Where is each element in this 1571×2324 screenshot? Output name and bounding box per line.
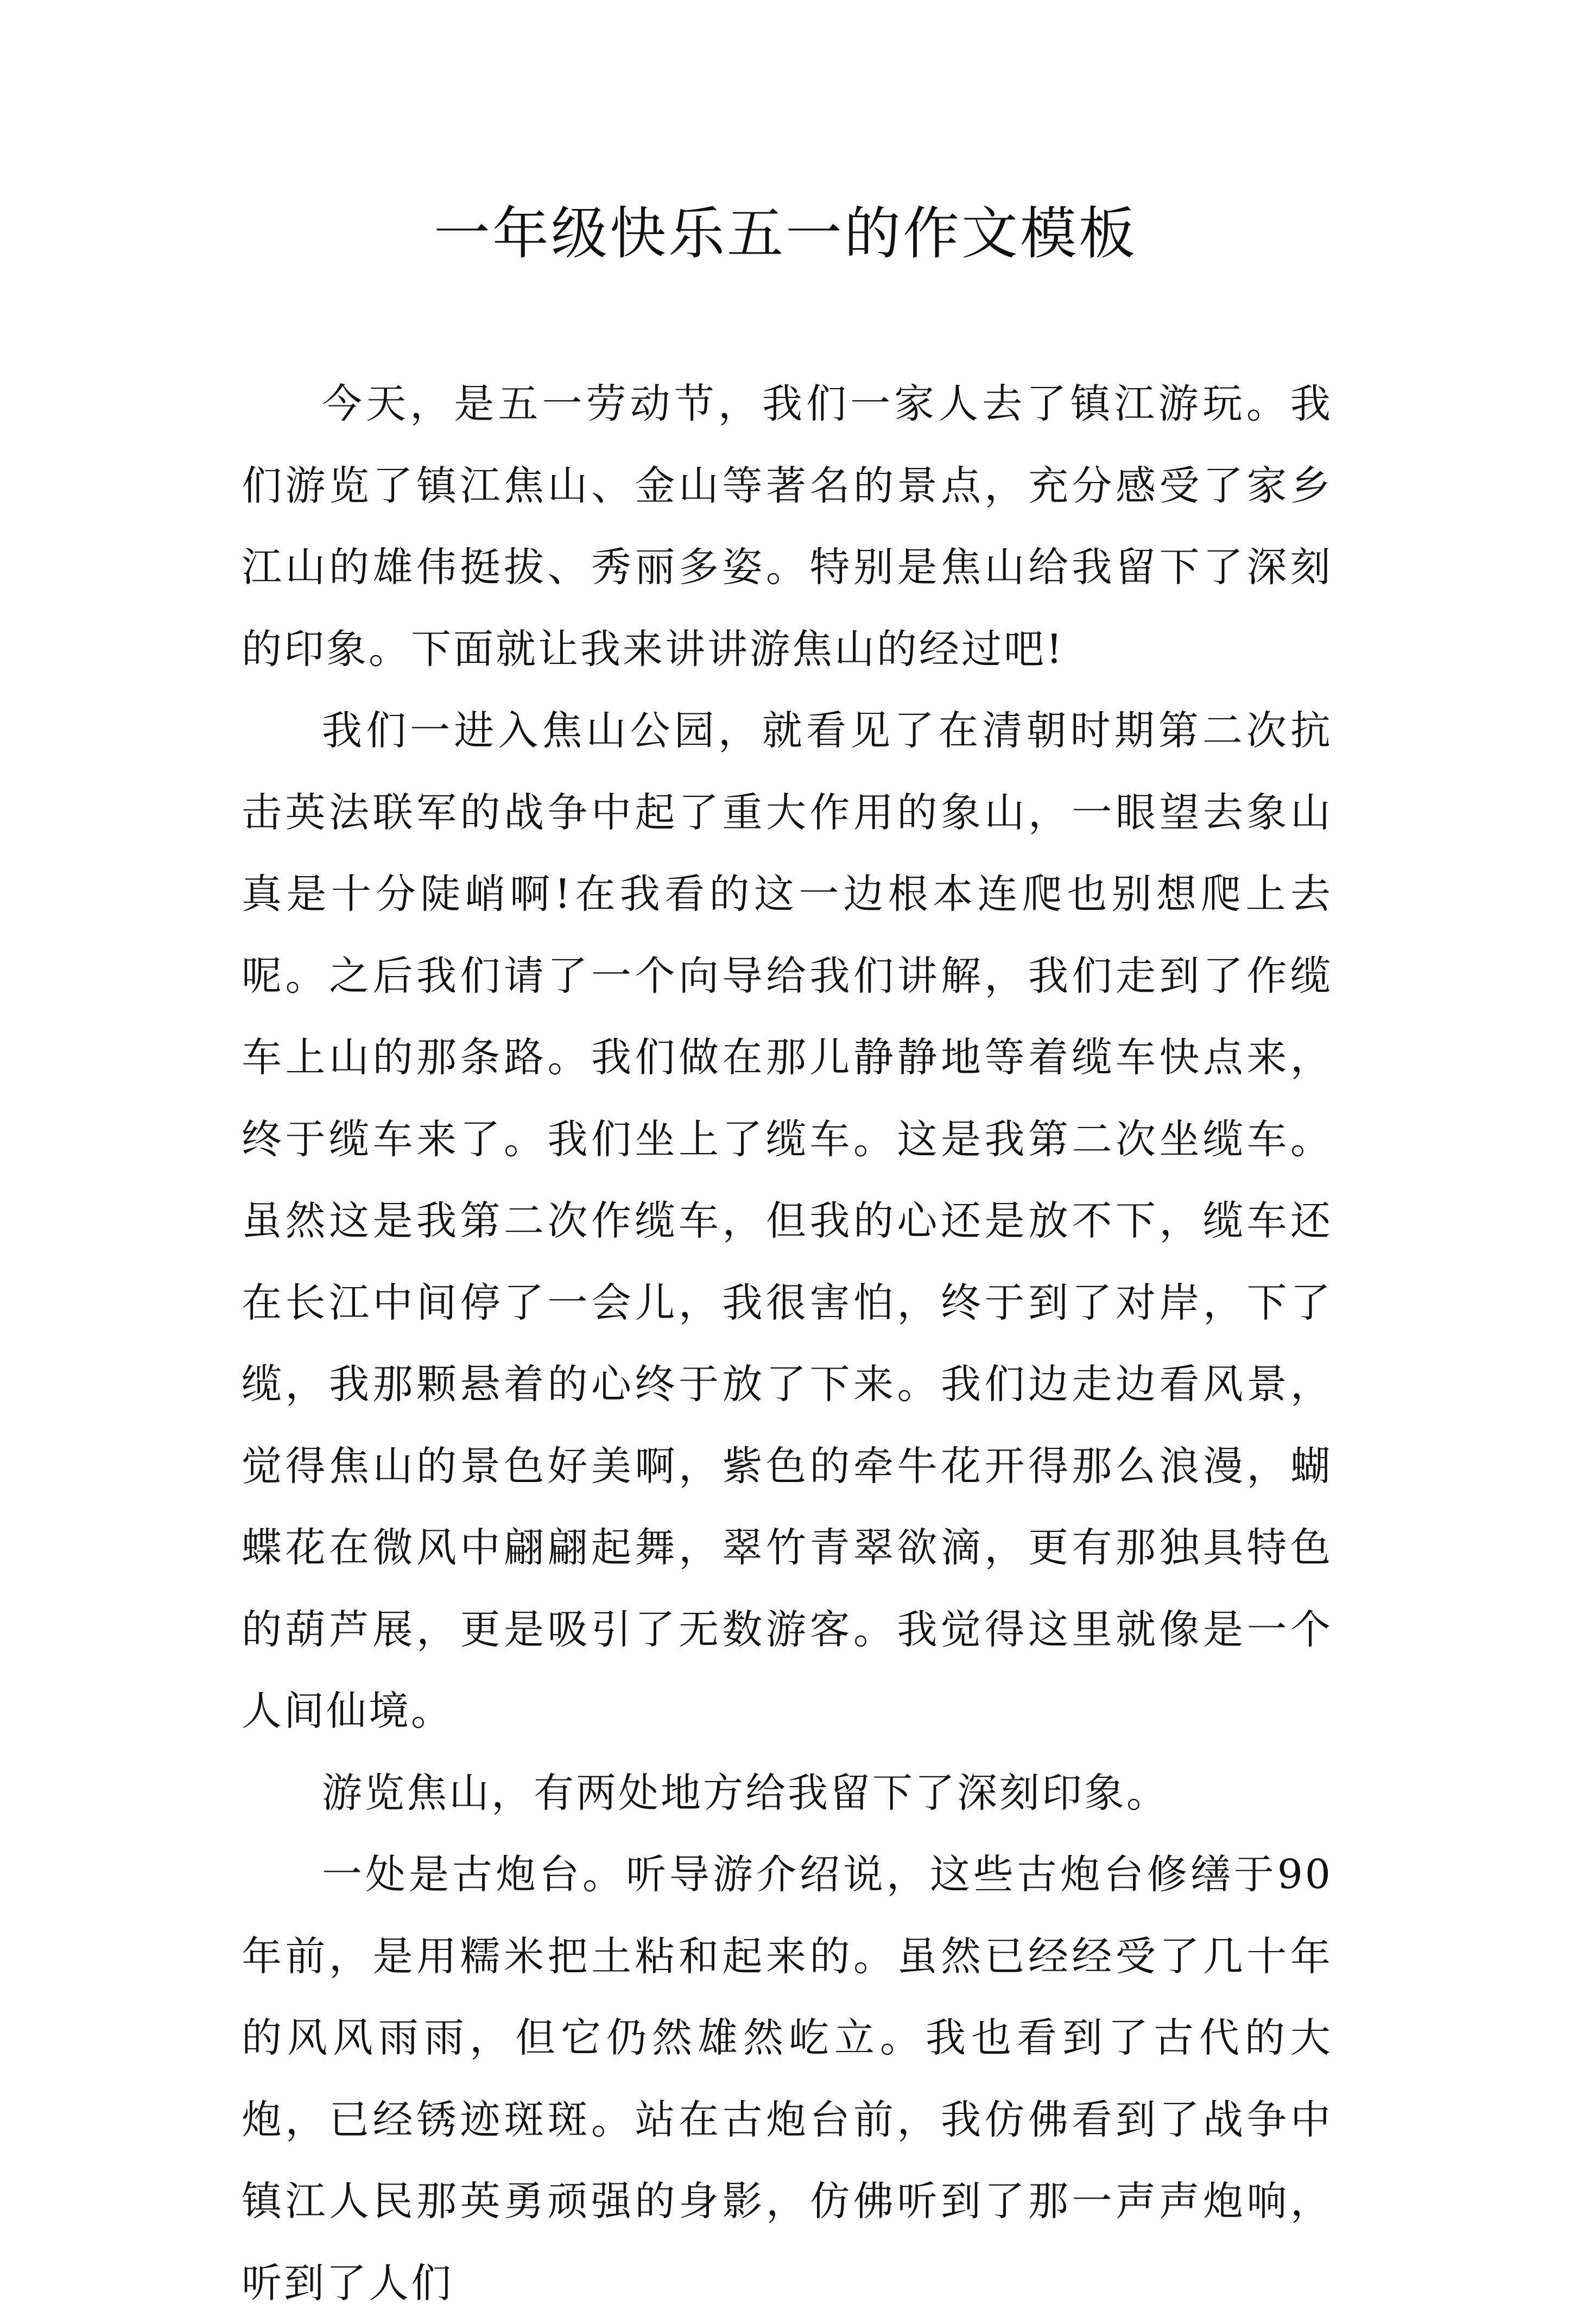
paragraph: 我们一进入焦山公园，就看见了在清朝时期第二次抗击英法联军的战争中起了重大作用的象山，一眼望去象山真是十分陡峭啊!在我看的这一边根本连爬也别想爬上去呢。之后我们请了一个向导给我们讲解，我们走到了作缆车上山的那条路。我们做在那儿静静地等着缆车快点来，终于缆车来了。我们坐上了缆车。这是我第二次坐缆车。虽然这是我第二次作缆车，但我的心还是放不下，缆车还在长江中间停了一会儿，我很害怕，终于到了对岸，下了缆，我那颗悬着的心终于放了下来。我们边走边看风景，觉得焦山的景色好美啊，紫色的牵牛花开得那么浪漫，蝴蝶花在微风中翩翩起舞，翠竹青翠欲滴，更有那独具特色的葫芦展，更是吸引了无数游客。我觉得这里就像是一个人间仙境。 (242, 707, 1333, 1734)
paragraph: 游览焦山，有两处地方给我留下了深刻印象。 (322, 1769, 1169, 1816)
document-body (242, 363, 1333, 2324)
document-title: 一年级快乐五一的作文模板 (433, 200, 1137, 267)
paragraph: 一处是古炮台。听导游介绍说，这些古炮台修缮于90年前，是用糯米把土粘和起来的。虽然已经经受了几十年的风风雨雨，但它仍然雄然屹立。我也看到了古代的大炮，已经锈迹斑斑。站在古炮台前，我仿佛看到了战争中镇江人民那英勇顽强的身影，仿佛听到了那一声声炮响，听到了人们 (242, 1851, 1333, 2307)
paragraph: 今天，是五一劳动节，我们一家人去了镇江游玩。我们游览了镇江焦山、金山等著名的景点，充分感受了家乡江山的雄伟挺拔、秀丽多姿。特别是焦山给我留下了深刻的印象。下面就让我来讲讲游焦山的经过吧! (242, 381, 1333, 673)
